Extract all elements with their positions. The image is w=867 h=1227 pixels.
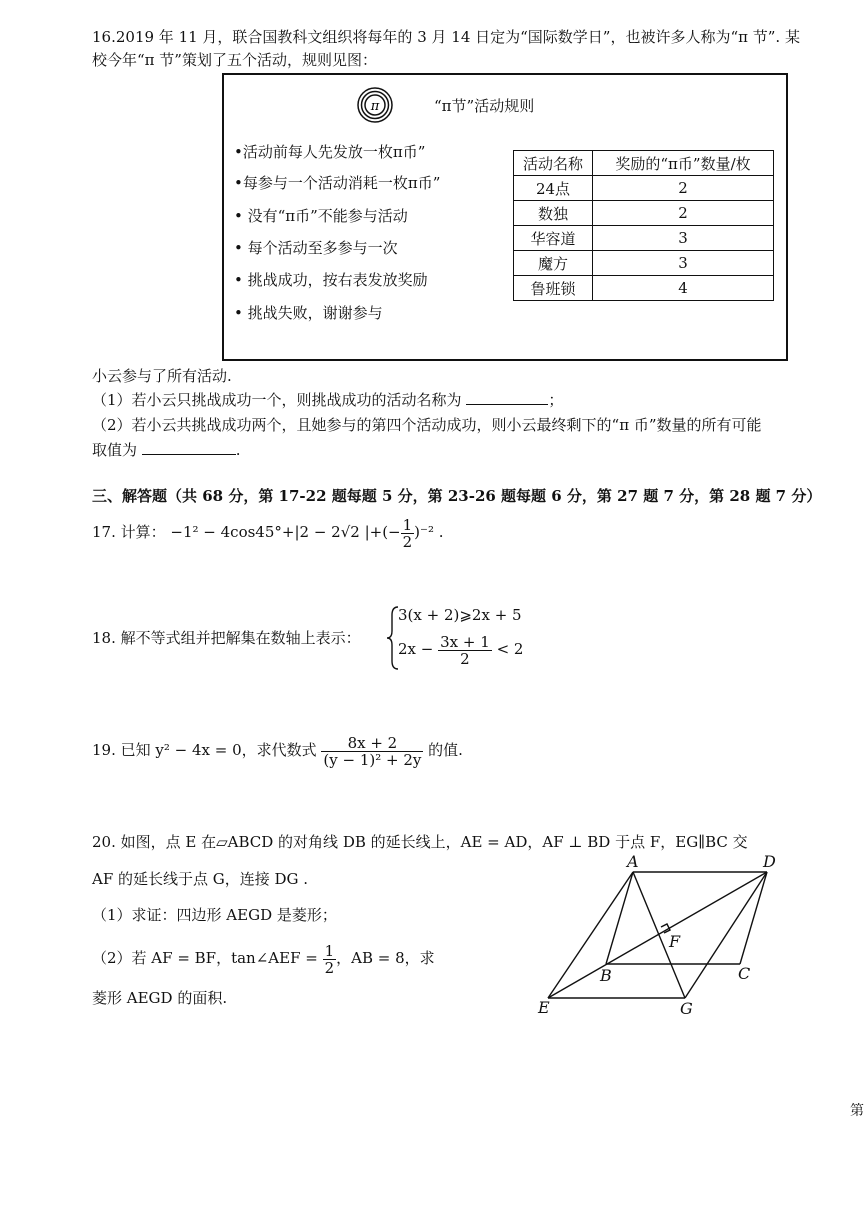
q18-label: 18. 解不等式组并把解集在数轴上表示： [92, 629, 361, 647]
table-cell: 华容道 [514, 226, 593, 251]
table-row [514, 176, 774, 201]
q17-expr1: −1² − 4cos45°+|2 − 2√2 |+(− [170, 523, 401, 541]
answer-blank-2[interactable] [142, 440, 236, 455]
table-header: 活动名称 [514, 151, 593, 176]
q17-fraction [401, 517, 415, 550]
rule-bullet: • 挑战成功，按右表发放奖励 [234, 271, 428, 289]
q19-fraction [321, 735, 423, 768]
rule-bullet: • 没有“π币”不能参与活动 [234, 207, 408, 225]
point-label: B [600, 966, 612, 985]
table-row [514, 226, 774, 251]
section-heading: 三、解答题（共 68 分，第 17-22 题每题 5 分，第 23-26 题每题 6 分，第 27 题 7 分，第 28 题 7 分） [92, 487, 822, 505]
q16-part2-end: . [235, 441, 241, 459]
q20-line1: 20. 如图，点 E 在▱ABCD 的对角线 DB 的延长线上，AE = AD，AF ⊥ BD 于点 F，EG∥BC 交 [92, 833, 748, 851]
point-label: F [669, 932, 681, 951]
table-cell: 2 [593, 201, 774, 226]
table-header-row [514, 151, 774, 176]
q20-frac-num: 1 [324, 941, 335, 960]
q20-part1: （1）求证：四边形 AEGD 是菱形； [92, 906, 337, 924]
q17 [92, 515, 444, 550]
q20-frac-den: 2 [324, 958, 335, 977]
table-cell: 3 [593, 226, 774, 251]
q19-tail: 的值. [428, 741, 463, 759]
rule-bullet: •每参与一个活动消耗一枚π币” [234, 174, 441, 192]
pi-logo-symbol: π [370, 99, 380, 114]
q17-label: 17. 计算： [92, 523, 166, 541]
point-label: G [680, 999, 693, 1015]
q20-part2-pre: （2）若 AF = BF，tan∠AEF = [92, 949, 318, 967]
q18-ineq2-pre: 2x − [398, 640, 434, 658]
table-cell: 数独 [514, 201, 593, 226]
q19-frac-den: (y − 1)² + 2y [323, 750, 422, 769]
q20-line2: AF 的延长线于点 G，连接 DG . [92, 870, 309, 888]
q16-part1-end: ； [548, 391, 564, 409]
table-cell: 3 [593, 251, 774, 276]
q19-frac-num: 8x + 2 [321, 735, 423, 752]
table-row [514, 251, 774, 276]
point-label: D [763, 855, 776, 871]
pi-logo-icon [357, 87, 393, 123]
table-row [514, 201, 774, 226]
parallelogram-figure [530, 855, 800, 1015]
table-cell: 魔方 [514, 251, 593, 276]
rules-title: “π节”活动规则 [434, 97, 535, 115]
q16-part1 [92, 390, 563, 410]
rule-bullet: •活动前每人先发放一枚π币” [234, 143, 426, 161]
rule-bullet: • 每个活动至多参与一次 [234, 239, 398, 257]
q16-part1-text: （1）若小云只挑战成功一个，则挑战成功的活动名称为 [92, 391, 462, 409]
q18-ineq1: 3(x + 2)⩾2x + 5 [398, 606, 522, 624]
answer-blank-1[interactable] [466, 390, 548, 405]
q16-intro: 小云参与了所有活动. [92, 367, 232, 385]
q18-frac-den: 2 [460, 649, 470, 668]
reward-table [513, 150, 774, 301]
q20-fraction [323, 943, 337, 976]
q17-frac-num: 1 [402, 515, 413, 534]
q16-line1: 16.2019 年 11 月，联合国教科文组织将每年的 3 月 14 日定为“国际数学日”，也被许多人称为“π 节”. 某 [92, 28, 800, 46]
table-header: 奖励的“π币”数量/枚 [593, 151, 774, 176]
q16-part2-line2 [92, 440, 241, 460]
q16-part2-text: 取值为 [92, 441, 138, 459]
q20-part2-line2: 菱形 AEGD 的面积. [92, 989, 228, 1007]
q16-line2: 校今年“π 节”策划了五个活动，规则见图： [92, 51, 377, 69]
q18-ineq2 [398, 632, 523, 667]
table-cell: 2 [593, 176, 774, 201]
q17-frac-den: 2 [402, 532, 413, 551]
table-cell: 24点 [514, 176, 593, 201]
q20-part2-post: ，AB = 8，求 [336, 949, 435, 967]
q18-fraction [438, 634, 492, 667]
q19 [92, 730, 463, 770]
point-label: C [738, 964, 751, 983]
q20-part2 [92, 940, 435, 976]
page-marker: 第 [850, 1103, 864, 1119]
table-cell: 鲁班锁 [514, 276, 593, 301]
table-cell: 4 [593, 276, 774, 301]
q18-ineq2-post: < 2 [496, 640, 524, 658]
table-row [514, 276, 774, 301]
q17-expr2: )⁻² . [414, 523, 444, 541]
q19-label: 19. 已知 y² − 4x = 0，求代数式 [92, 741, 317, 759]
rules-box [222, 73, 788, 361]
point-label: E [538, 998, 550, 1015]
q18-frac-num: 3x + 1 [440, 632, 490, 651]
q16-part2-line1: （2）若小云共挑战成功两个，且她参与的第四个活动成功，则小云最终剩下的“π 币”数量的所有可能 [92, 416, 762, 434]
point-label: A [627, 855, 639, 871]
rule-bullet: • 挑战失败，谢谢参与 [234, 304, 383, 322]
